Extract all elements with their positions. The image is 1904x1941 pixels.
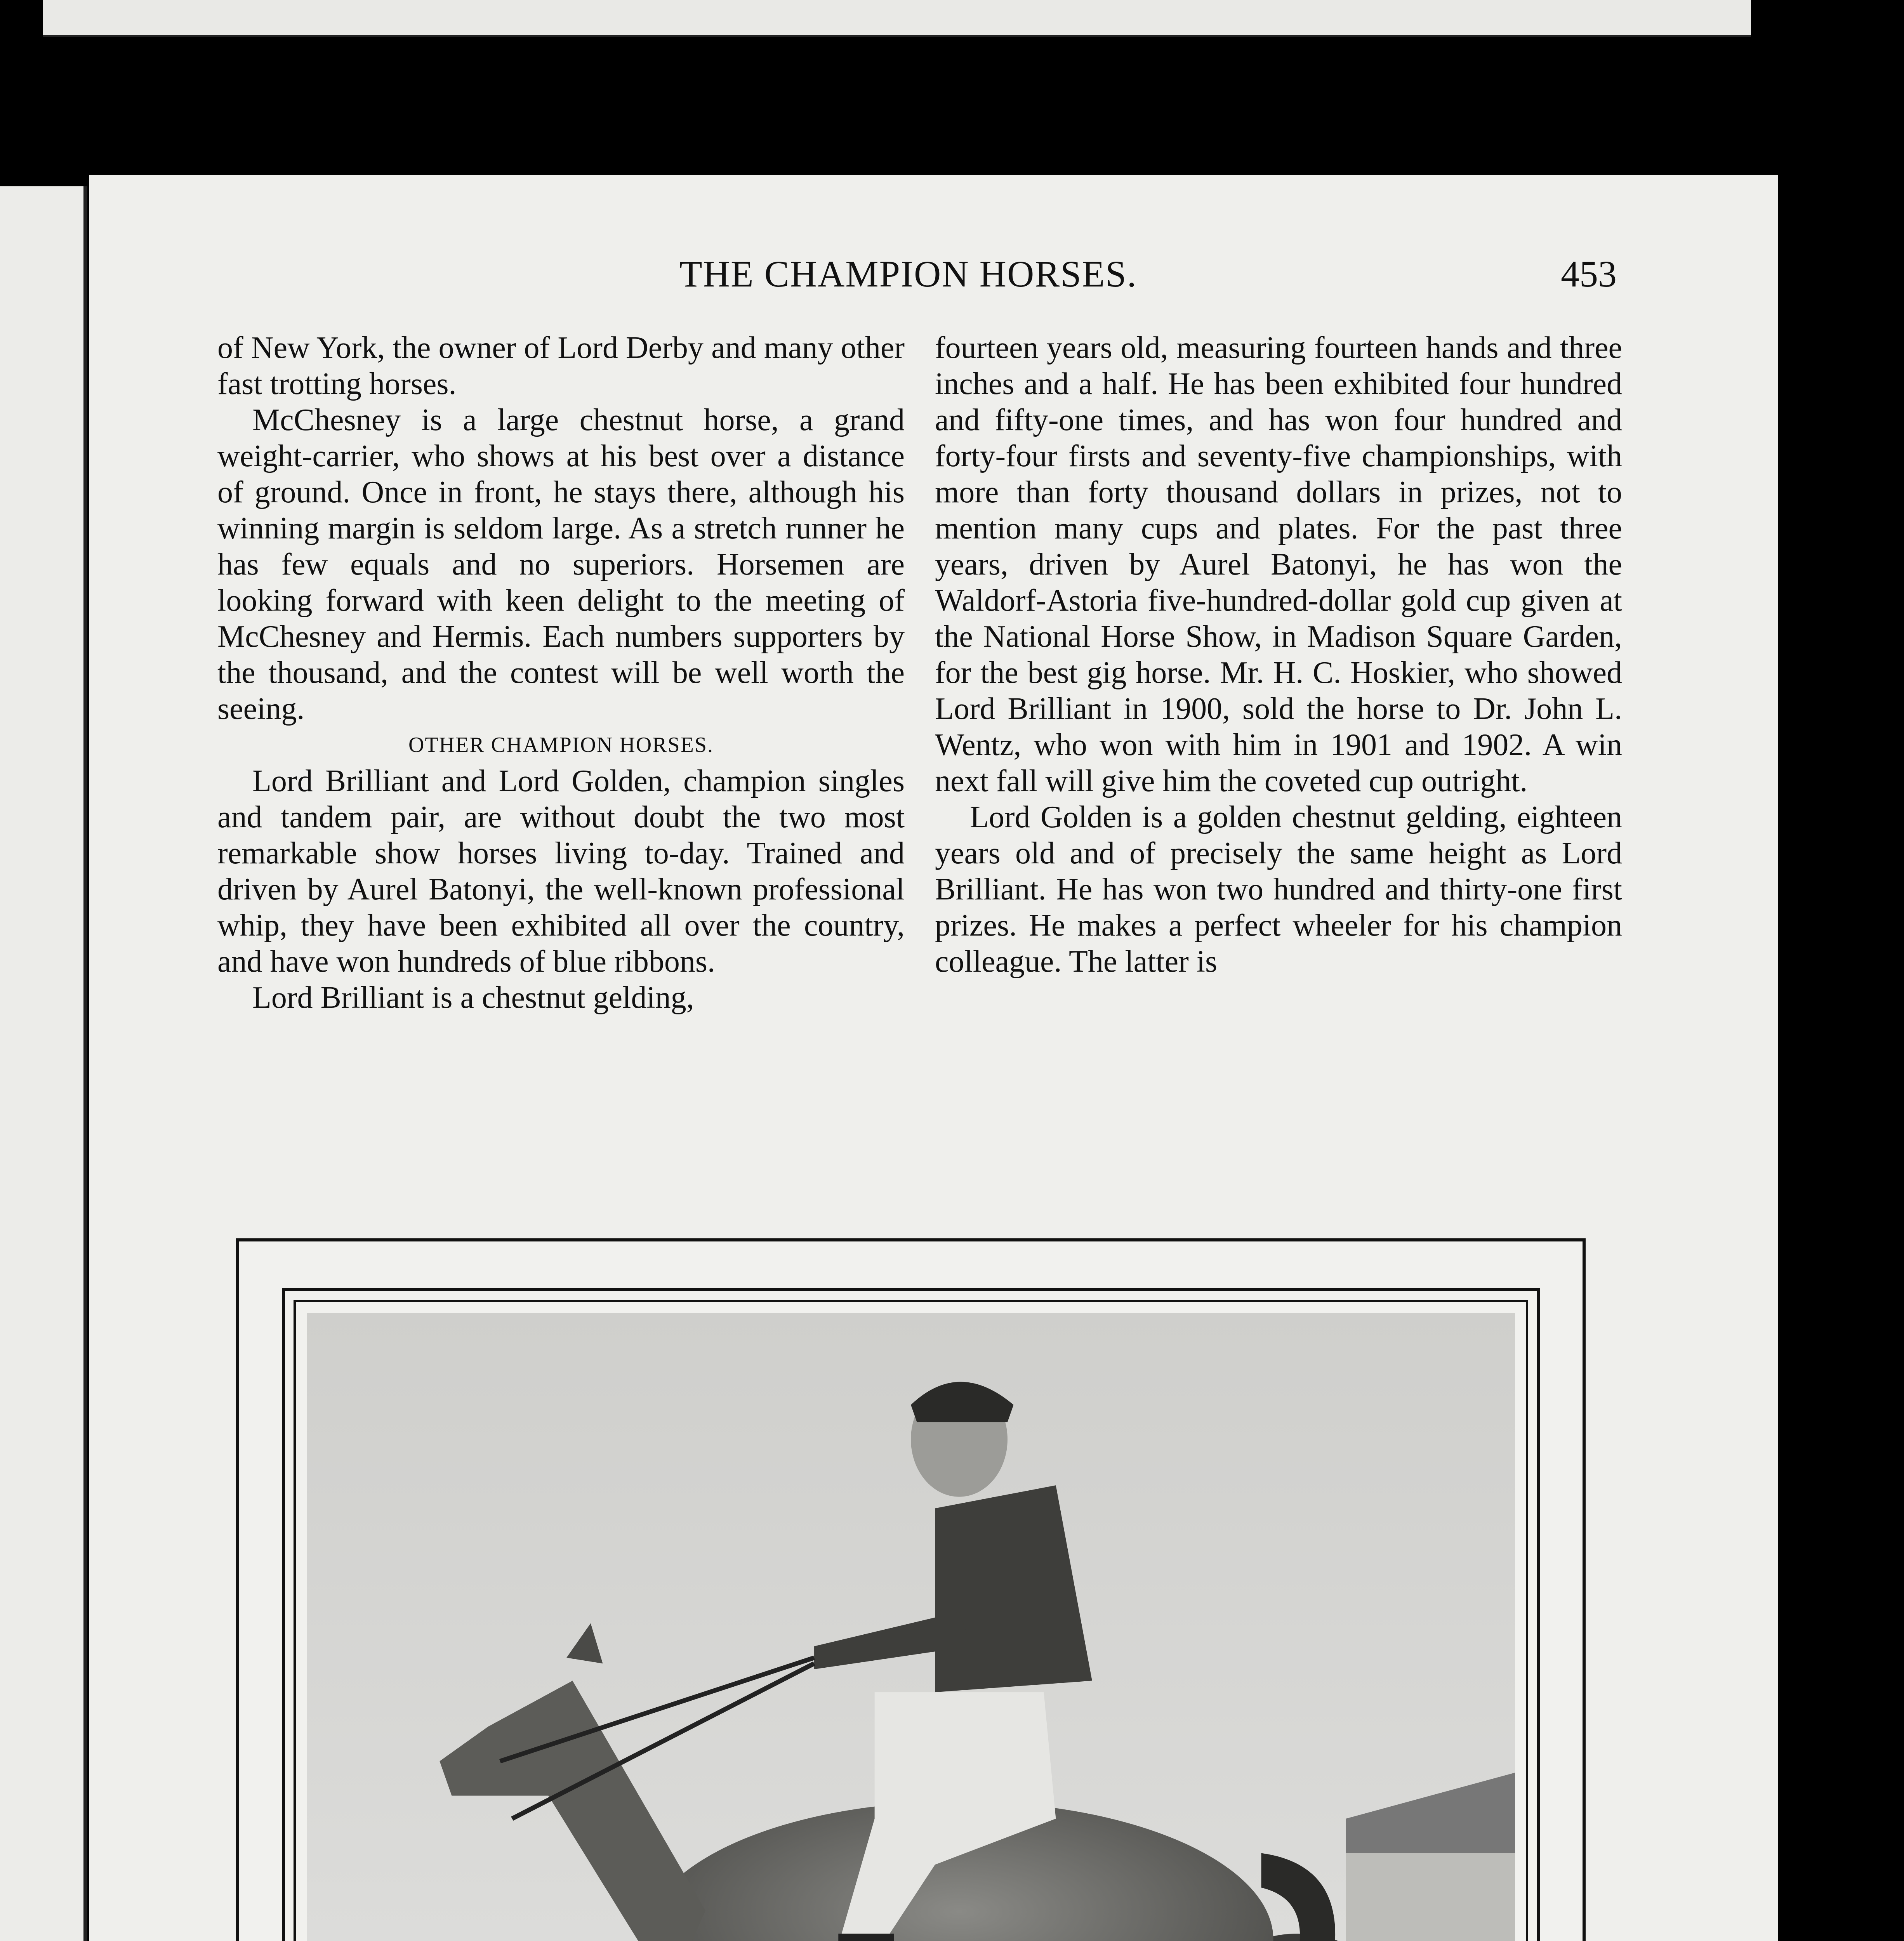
paragraph: Lord Brilliant is a chestnut gelding, <box>252 981 694 1015</box>
running-head <box>89 252 1778 311</box>
paragraph: Lord Brilliant and Lord Golden, champion singles and tandem pair, are without doubt the two most remarkable show horses living to-day. Trained and driven by Aurel Batonyi, the well-known professional whip, they have been exhibited all over the country, and have won hundreds of blue ribbons. <box>217 764 905 979</box>
right-column <box>935 330 1622 980</box>
polo-pony-photo <box>307 1313 1515 1941</box>
left-page-edge <box>0 186 87 1941</box>
photo-frame <box>236 1238 1586 1941</box>
photo-frame-border <box>282 1288 1540 1941</box>
previous-page-edge <box>43 0 1751 37</box>
left-column <box>217 330 905 1016</box>
paragraph: McChesney is a large chestnut horse, a grand weight-carrier, who shows at his best over a distance of ground. Once in front, he stays there, although his winning margin is seldom large. As a stretch runner he has few equals and no superiors. Horsemen are looking forward with keen delight to the meeting of McChesney and Hermis. Each numbers supporters by the thousand, and the contest will be well worth the seeing. <box>217 403 905 726</box>
section-heading: OTHER CHAMPION HORSES. <box>408 733 714 757</box>
magazine-page <box>89 175 1778 1941</box>
page-number: 453 <box>1561 253 1617 295</box>
paragraph: Lord Golden is a golden chestnut gelding, eighteen years old and of precisely the same height as Lord Brilliant. He has won two hundred and thirty-one first prizes. He makes a perfect wheeler for his champion colleague. The latter is <box>935 800 1622 979</box>
running-title: THE CHAMPION HORSES. <box>679 253 1137 295</box>
photo-frame-inner-border <box>294 1300 1528 1941</box>
paragraph: fourteen years old, measuring fourteen hands and three inches and a half. He has been exhibited four hundred and fifty-one times, and has won four hundred and forty-four firsts and seventy-five championships, with more than forty thousand dollars in prizes, not to mention many cups and plates. For the past three years, driven by Aurel Batonyi, he has won the Waldorf-Astoria five-hundred-dollar gold cup given at the National Horse Show, in Madison Square Garden, for the best gig horse. Mr. H. C. Hoskier, who showed Lord Brilliant in 1900, sold the horse to Dr. John L. Wentz, who won with him in 1901 and 1902. A win next fall will give him the coveted cup outright. <box>935 331 1622 798</box>
paragraph: of New York, the owner of Lord Derby and many other fast trotting horses. <box>217 331 905 401</box>
photograph <box>307 1313 1515 1941</box>
